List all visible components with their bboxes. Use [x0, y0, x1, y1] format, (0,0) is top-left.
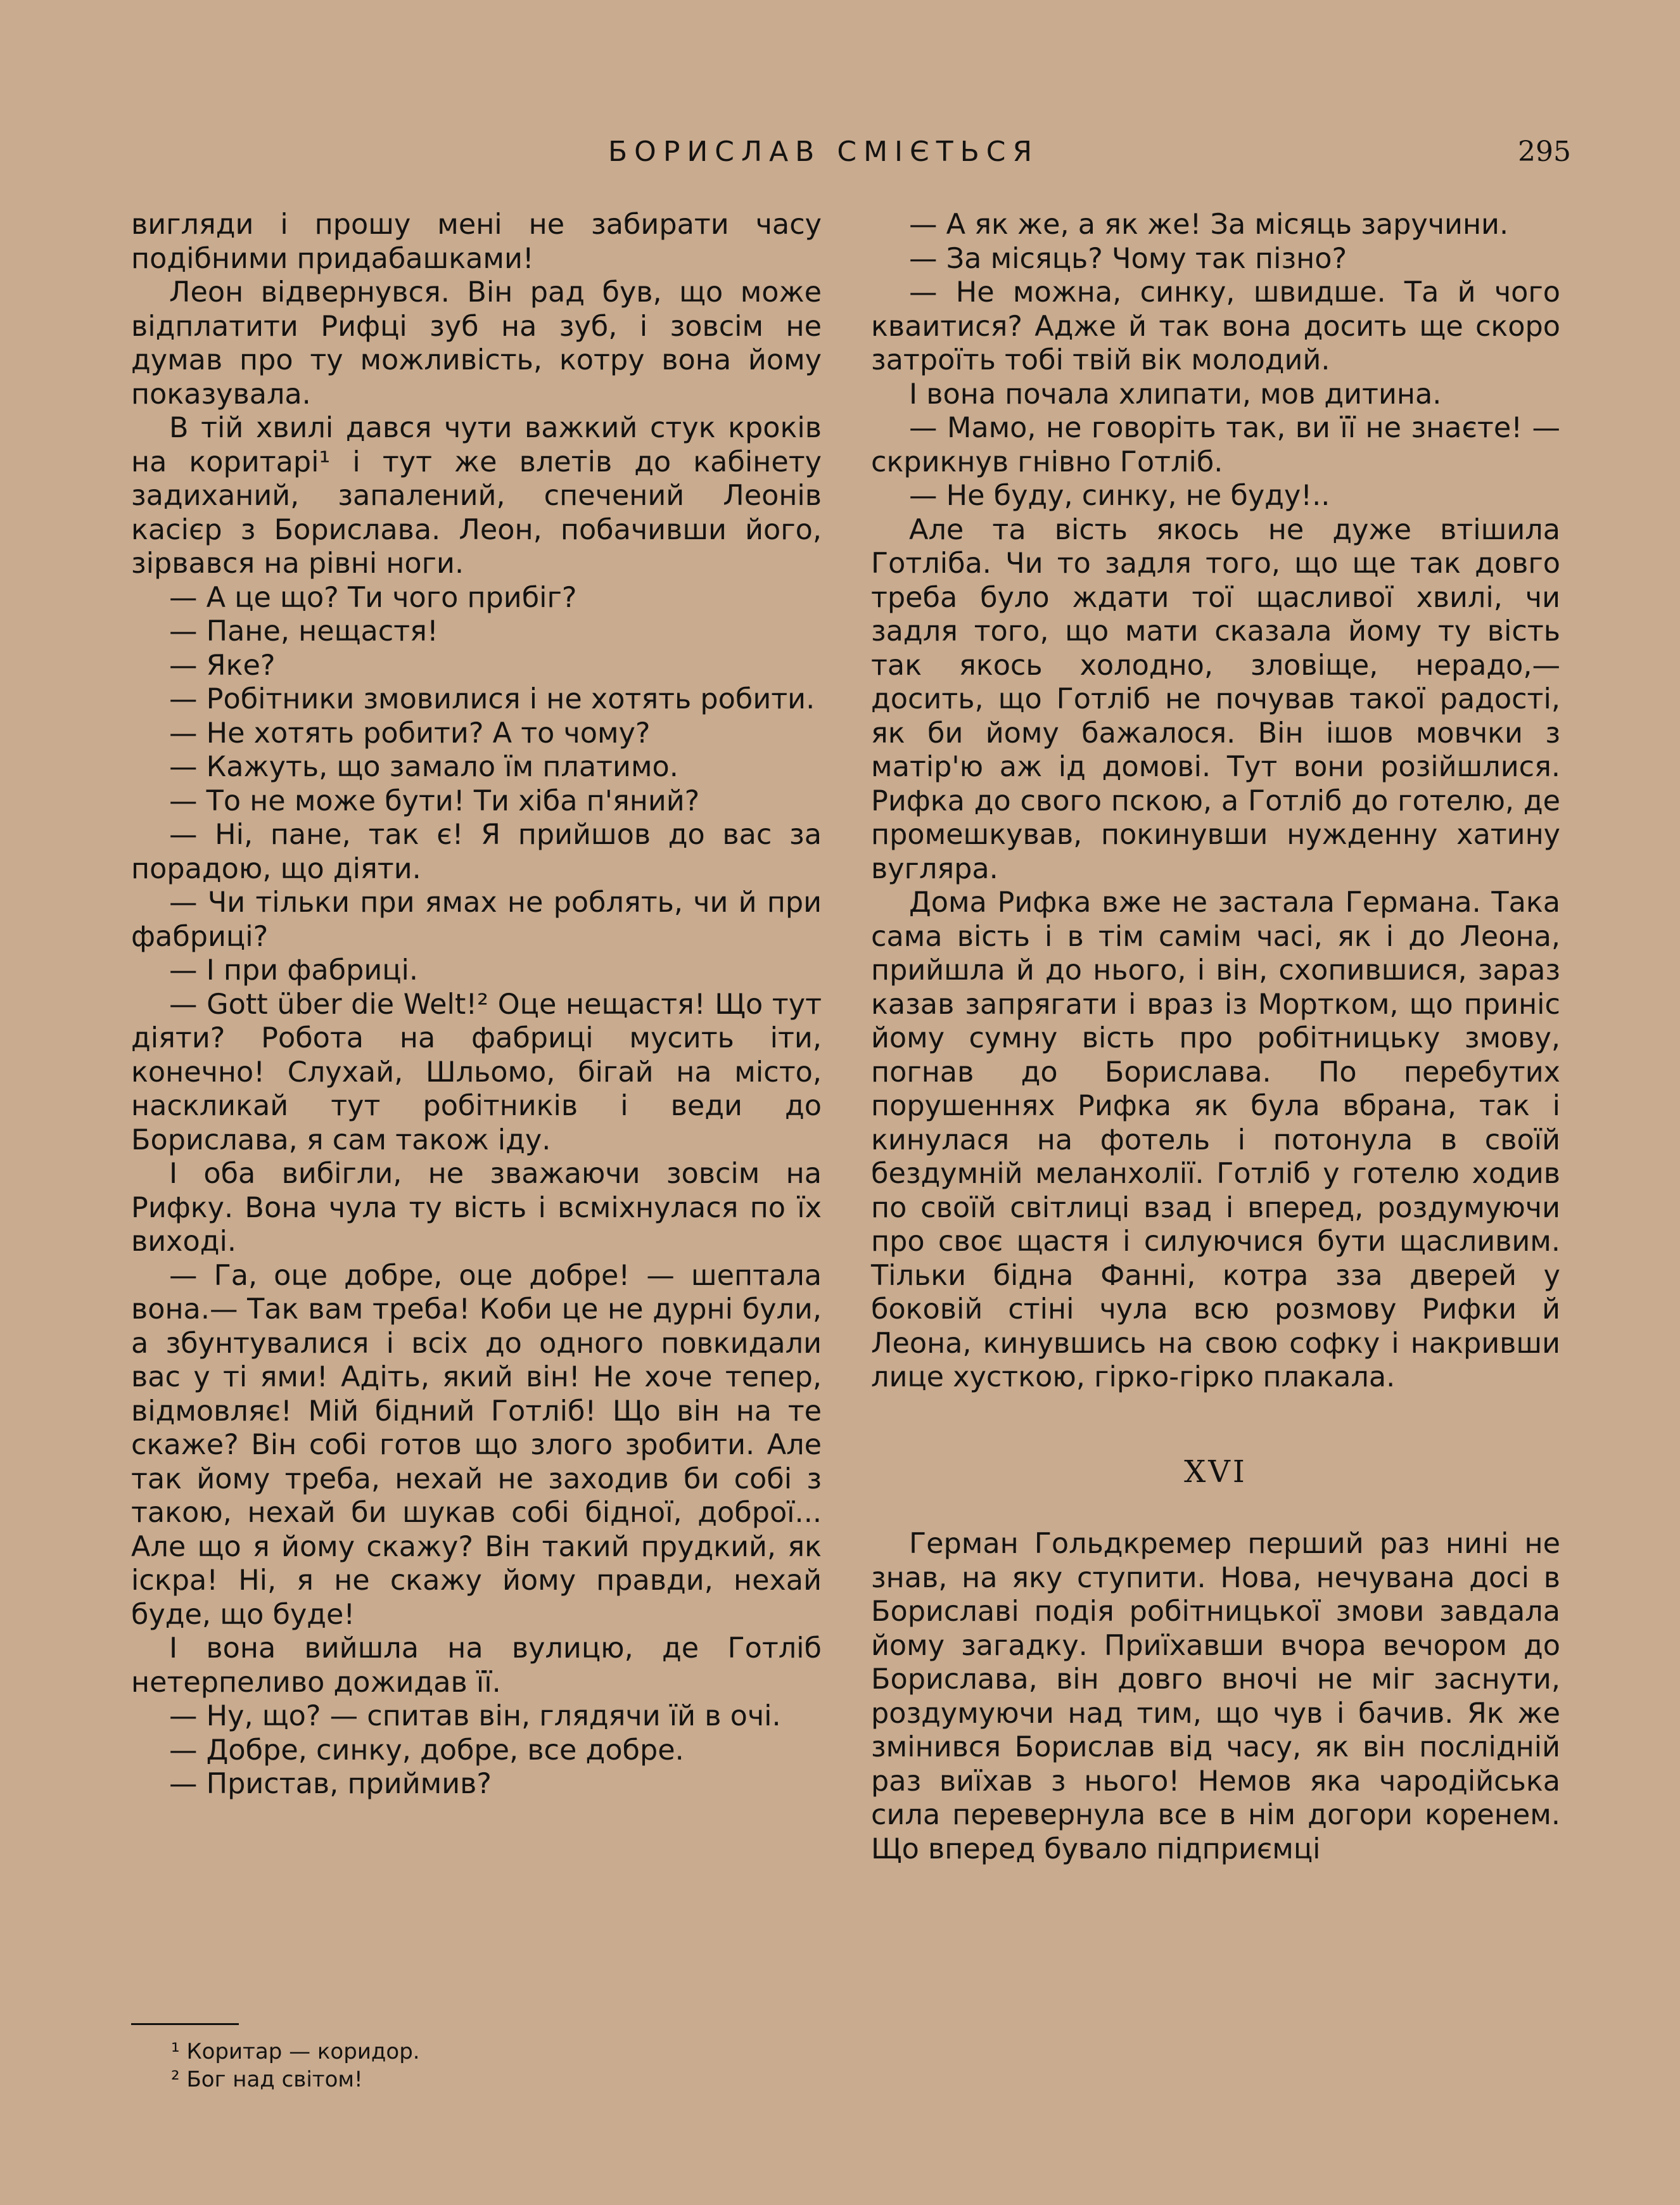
running-title: БОРИСЛАВ СМІЄТЬСЯ	[608, 136, 1040, 168]
paragraph: Але та вість якось не дуже втішила Готліба. Чи то задля того, що ще так довго треба було ждати тої щасливої хвилі, чи задля того, що мати сказала йому ту вість так якось холодно, зловіще, нерадо,— досить, що Готліб не почував такої радості, як би йому бажалося. Він ішов мовчки з матір'ю аж ід домові. Тут вони розійшлися. Рифка до свого пскою, а Готліб до готелю, де промешкував, покинувши нужденну хатину вугляра.	[871, 513, 1560, 885]
paragraph: — Не хотять робити? А то чому?	[169, 717, 651, 750]
paragraph: — Пристав, приймив?	[169, 1768, 492, 1800]
paragraph: вигляди і прошу мені не забирати часу подібними придабашками!	[131, 208, 822, 275]
running-header	[608, 136, 1571, 177]
footnote-rule	[131, 2023, 239, 2025]
paragraph: І вона вийшла на вулицю, де Готліб нетерпеливо дожидав її.	[131, 1632, 822, 1699]
paragraph: — Gott über die Welt!² Оце нещастя! Що тут діяти? Робота на фабриці мусить іти, конечно! Слухай, Шльомо, бігай на місто, наскликай тут робітників і веди до Борислава, я сам також іду.	[131, 988, 822, 1156]
paragraph: І оба вибігли, не зважаючи зовсім на Рифку. Вона чула ту вість і всміхнулася по їх виході.	[131, 1158, 822, 1258]
paragraph: Дома Рифка вже не застала Германа. Така сама вість і в тім самім часі, як і до Леона, прийшла й до нього, і він, схопившися, зараз казав запрягати і враз із Мортком, що приніс йому сумну вість про робітницьку змову, погнав до Борислава. По перебутих порушеннях Рифка як була вбрана, так і кинулася на фотель і потонула в своїй бездумній меланхолії. Готліб у готелю ходив по своїй світлиці взад і вперед, роздумуючи про своє щастя і силуючися бути щасливим. Тільки бідна Фанні, котра зза дверей у боковій стіні чула всю розмову Рифки й Леона, кинувшись на свою софку і накривши лице хусткою, гірко-гірко плакала.	[871, 886, 1560, 1393]
paragraph: — І при фабриці.	[169, 954, 419, 987]
footnotes	[171, 2038, 420, 2093]
paragraph: — Добре, синку, добре, все добре.	[169, 1734, 684, 1767]
footnote: ¹ Коритар — коридор.	[171, 2039, 420, 2064]
paragraph: — Ні, пане, так є! Я прийшов до вас за порадою, що діяти.	[131, 819, 822, 885]
paragraph: — Ну, що? — спитав він, глядячи їй в очі.	[169, 1700, 781, 1732]
right-column	[871, 208, 1560, 1866]
footnote: ² Бог над світом!	[171, 2067, 363, 2092]
paragraph: І вона почала хлипати, мов дитина.	[909, 378, 1442, 411]
paragraph: — Яке?	[169, 649, 276, 682]
paragraph: — Мамо, не говоріть так, ви її не знаєте! — скрикнув гнівно Готліб.	[871, 412, 1560, 478]
paragraph: В тій хвилі дався чути важкий стук кроків на коритарі¹ і тут же влетів до кабінету задиханий, запалений, спечений Леонів касієр з Борислава. Леон, побачивши його, зірвався на рівні ноги.	[131, 412, 822, 580]
paragraph: — Пане, нещастя!	[169, 615, 438, 648]
paragraph: — А як же, а як же! За місяць заручини.	[909, 208, 1509, 241]
paragraph: — Робітники змовилися і не хотять робити.	[169, 683, 815, 715]
paragraph: Леон відвернувся. Він рад був, що може відплатити Рифці зуб на зуб, і зовсім не думав про ту можливість, котру вона йому показувала.	[131, 276, 822, 411]
paragraph: — А це що? Ти чого прибіг?	[169, 581, 577, 614]
left-column	[131, 208, 822, 1801]
paragraph: — Не можна, синку, швидше. Та й чого кваитися? Адже й так вона досить ще скоро затроїть тобі твій вік молодий.	[871, 276, 1560, 376]
paragraph: — Га, оце добре, оце добре! — шептала вона.— Так вам треба! Коби це не дурні були, а збунтувалися і всіх до одного повкидали вас у ті ями! Адіть, який він! Не хоче тепер, відмовляє! Мій бідний Готліб! Що він на те скаже? Він собі готов що злого зробити. Але так йому треба, нехай не заходив би собі з такою, нехай би шукав собі бідної, доброї... Але що я йому скажу? Він такий прудкий, як іскра! Ні, я не скажу йому правди, нехай буде, що буде!	[131, 1259, 822, 1631]
paragraph: — То не може бути! Ти хіба п'яний?	[169, 784, 700, 817]
paragraph: Герман Гольдкремер перший раз нині не знав, на яку ступити. Нова, нечувана досі в Бориславі подія робітницької змови завдала йому загадку. Приїхавши вчора вечором до Борислава, він довго вночі не міг заснути, роздумуючи над тим, що чув і бачив. Як же змінився Борислав від часу, як він послідній раз виїхав з нього! Немов яка чародійська сила перевернула все в нім догори коренем. Що вперед бувало підприємці	[871, 1528, 1560, 1865]
paragraph: — За місяць? Чому так пізно?	[909, 242, 1347, 275]
paragraph: — Чи тільки при ямах не роблять, чи й при фабриці?	[131, 886, 822, 953]
page-number: 295	[1518, 136, 1571, 168]
paragraph: — Не буду, синку, не буду!..	[909, 480, 1330, 512]
paragraph: — Кажуть, що замало їм платимо.	[169, 751, 678, 783]
chapter-heading: XVI	[1184, 1454, 1247, 1490]
